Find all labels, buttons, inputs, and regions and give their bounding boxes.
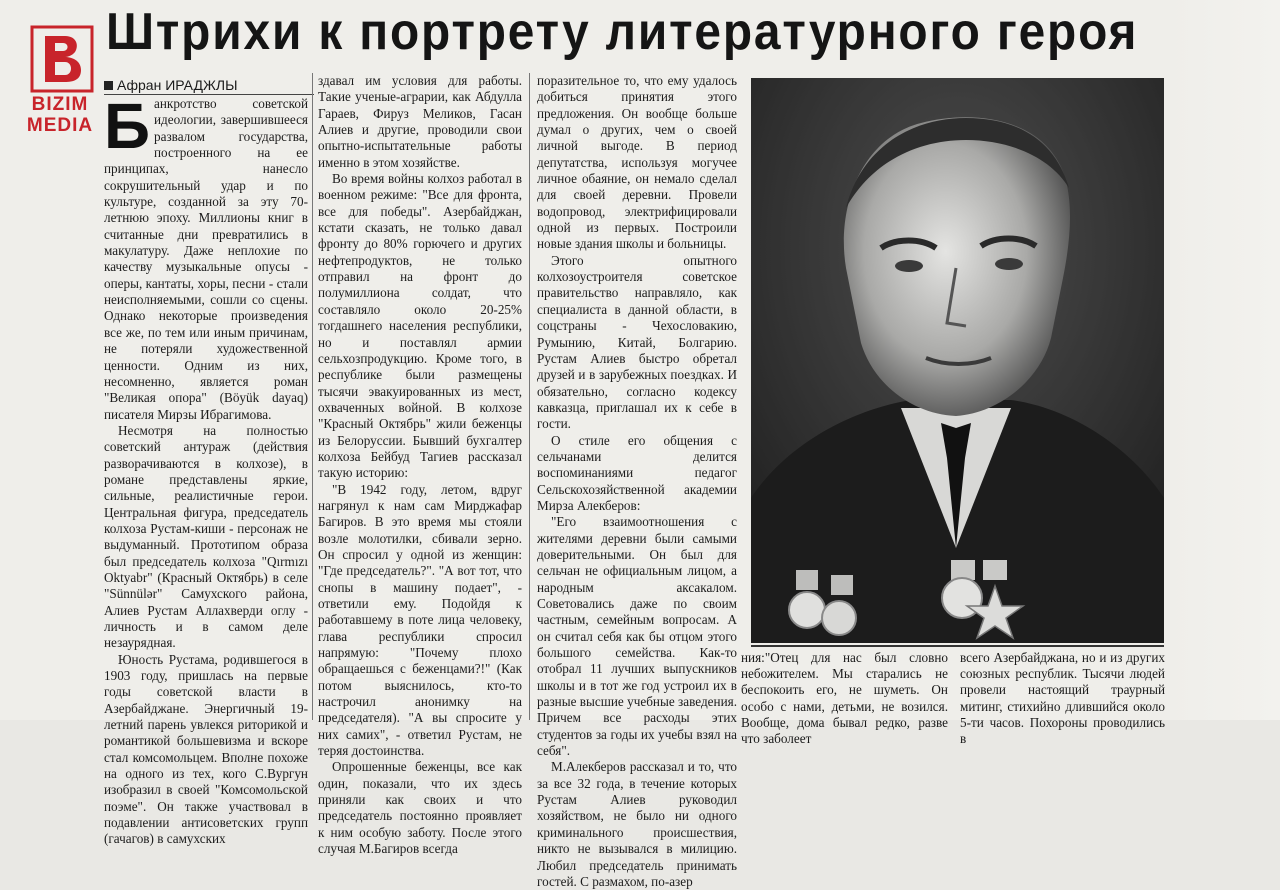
logo-line-bizim: BIZIM xyxy=(31,94,89,115)
caption-divider xyxy=(751,645,1164,647)
logo-line-media: MEDIA xyxy=(26,115,94,136)
bizim-media-logo xyxy=(24,26,96,138)
column-rule xyxy=(529,73,530,720)
paragraph: М.Алекберов рассказал и то, что за все 32 года, в течение которых Рустам Алиев руководил хозяйством, не было ни одного криминального происшествия, никто не вызывался в милицию. Любил председатель принимать гостей. С размахом, по-азер xyxy=(537,759,737,889)
article-column-1 xyxy=(104,90,308,847)
author-name: Афран ИРАДЖЛЫ xyxy=(117,77,238,93)
caption-column-1 xyxy=(741,650,948,747)
paragraph: Опрошенные беженцы, все как один, показали, что их здесь приняли как своих и что председатель постоянно проявляет к ним особую заботу. После этого случая М.Багиров всегда xyxy=(318,759,522,857)
article-column-2 xyxy=(318,73,522,857)
paragraph: Этого опытного колхозоустроителя советское правительство направляло, как специалиста в данной области, в соцстраны - Чехословакию, Румынию, Китай, Болгарию. Рустам Алиев быстро обретал друзей и в зарубежных поездках. И обязательно, согласно кодексу кавказца, приглашал их к себе в гости. xyxy=(537,252,737,432)
caption-column-2 xyxy=(960,650,1165,747)
paragraph: "Его взаимоотношения с жителями деревни были самыми доверительными. Он был для сельчан не официальным лицом, а народным аксакалом. Советовались даже по своим частным, семейным вопросам. А он считал себя как бы отцом этого большого семейства. Как-то отобрал 11 лучших выпускников школы и в тот же год устроил их в разные высшие учебные заведения. Причем все расходы этих студентов за годы их учебы взял на себя". xyxy=(537,514,737,759)
paragraph: ния:"Отец для нас был словно небожителем. Мы старались не беспокоить его, не шуметь. Он особо с нами, детьми, не возился. Вообще, дома бывал редко, разве что заболеет xyxy=(741,650,948,747)
column-rule xyxy=(312,73,313,720)
paragraph: Во время войны колхоз работал в военном режиме: "Все для фронта, все для победы". Азербайджан, кстати сказать, не только давал фронту до 80% горючего и других нефтепродуктов, не только отправил на фронт до полумиллиона солдат, что составляло около 20-25% тогдашнего населения республики, но и поставлял армии сельхозпродукцию. Кроме того, в республике были размещены тысячи эвакуированных из мест, охваченных войной. В колхозе "Красный Октябрь" жили беженцы из Белоруссии. Бывший бухгалтер колхоза Бейбуд Тагиев рассказал такую историю: xyxy=(318,171,522,481)
paragraph: Юность Рустама, родившегося в 1903 году, пришлась на первые годы советской власти в Азербайджане. Энергичный 19-летний парень увлекся риторикой и романтикой большевизма и вскоре стал комсомольцем. Вполне похоже на одного из тех, кого С.Вургун изобразил в своей "Комсомольской поэме". Он также участвовал в подавлении антисоветских групп (гачагов) в самухских xyxy=(104,651,308,847)
byline-square-icon xyxy=(104,81,113,90)
paragraph: поразительное то, что ему удалось добиться принятия этого предложения. Он вообще больше думал о других, чем о своей личной выгоде. В период депутатства, используя могучее личное обаяние, он немало сделал для своей деревни. Провели водопровод, электрифицировали одной из первых. Построили новые здания школы и больницы. xyxy=(537,73,737,252)
page-margin xyxy=(1168,0,1280,720)
paragraph: Несмотря на полностью советский антураж (действия разворачиваются в колхозе), в романе представлены яркие, сильные, реалистичные герои. Центральная фигура, председатель колхоза Рустам-киши - персонаж не выдуманный. Прототипом образа был председатель колхоза "Qırmızı Oktyabr" (Красный Октябрь) в селе "Sünnülər" Самухского района, Алиев Рустам Аллахверди оглу - личность и в самом деле незаурядная. xyxy=(104,422,308,651)
drop-cap: Б xyxy=(104,90,150,162)
paragraph: О стиле его общения с сельчанами делится воспоминаниями педагог Сельскохозяйственной академии Мирза Алекберов: xyxy=(537,432,737,513)
paragraph: здавал им условия для работы. Такие ученые-аграрии, как Абдулла Гараев, Фируз Меликов, Гасан Алиев и другие, проводили свои опытно-испытательные работы именно в этом хозяйстве. xyxy=(318,73,522,170)
article-headline: Штрихи к портрету литературного героя xyxy=(106,3,1139,61)
logo-b-mark-icon xyxy=(31,26,93,92)
portrait-image xyxy=(751,78,1164,643)
paragraph: всего Азербайджана, но и из других союзных республик. Тысячи людей провели настоящий траурный митинг, стихийно длившийся около 5-ти часов. Похороны проводились в xyxy=(960,650,1165,747)
paragraph: "В 1942 году, летом, вдруг нагрянул к нам сам Мирджафар Багиров. В это время мы стояли возле молотилки, сбивали зерно. Он спросил у одной из женщин: "Где председатель?". "А вот тот, что снопы в машину подает", - ответили ему. Подойдя к работавшему в поте лица человеку, глава республики спросил напрямую: "Почему плохо обращаешься с беженцами?!" (Как потом выяснилось, кто-то настрочил анонимку на председателя). "А вы спросите у них самих", - ответил Рустам, не теряя достоинства. xyxy=(318,481,522,759)
article-column-3 xyxy=(537,73,737,889)
paragraph: анкротство советской идеологии, завершившееся развалом государства, построенного на ее принципах, нанесло сокрушительный удар и по культуре, созданной за эту 70-летнюю эпоху. Миллионы книг в считанные дни превратились в макулатуру. Даже неплохие по качеству музыкальные опусы - оперы, кантаты, хоры, песни - стали неисполняемыми, сошли со сцены. Однако некоторые произведения все же, по тем или иным причинам, не потеряли художественной ценности. Одним из них, несомненно, является роман "Великая опора" (Böyük dayaq) писателя Мирзы Ибрагимова. xyxy=(104,96,308,422)
portrait-photo xyxy=(751,78,1164,643)
